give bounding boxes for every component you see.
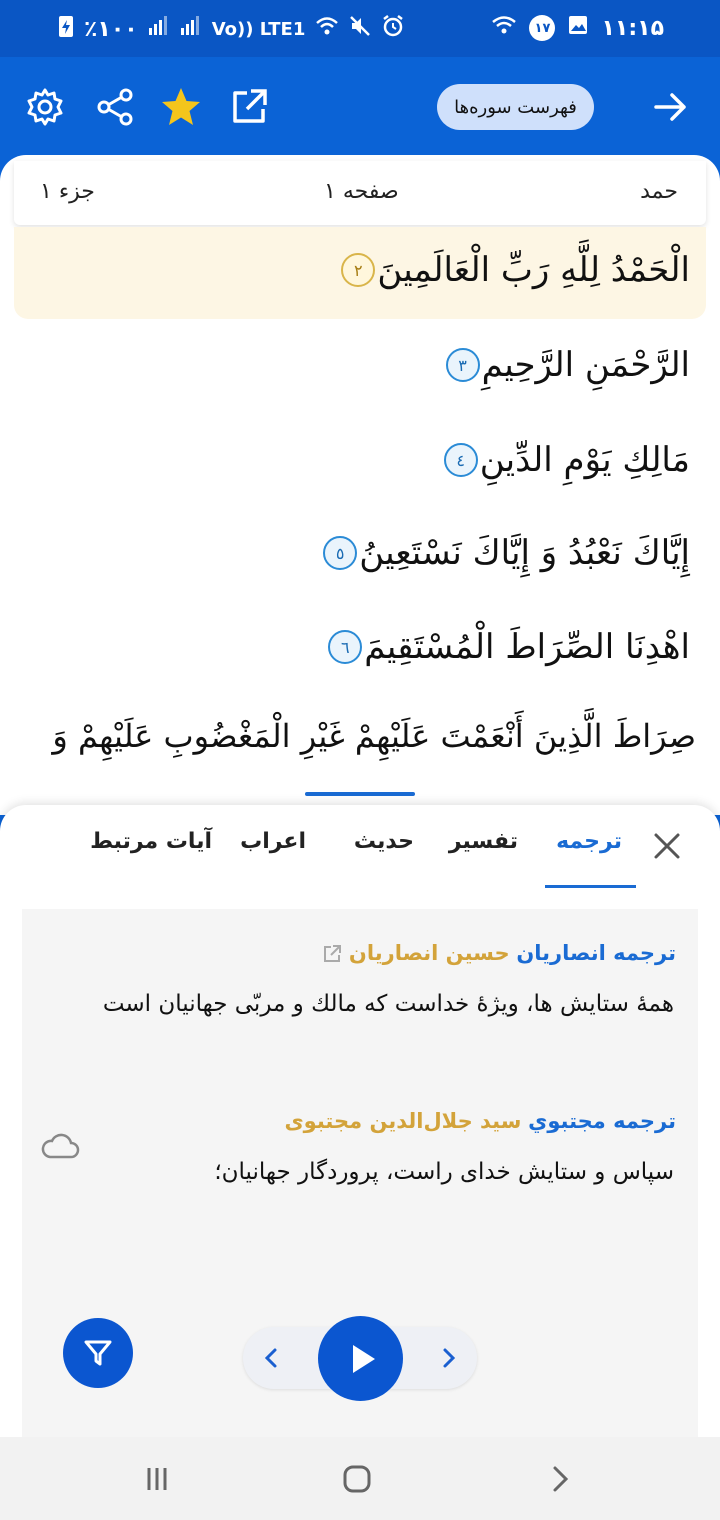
gallery-icon bbox=[567, 14, 589, 42]
surah-list-button[interactable]: فهرست سوره‌ها bbox=[437, 84, 594, 130]
drag-handle[interactable] bbox=[305, 792, 415, 796]
verse-number-badge: ۳ bbox=[446, 348, 480, 382]
verse-3[interactable]: الرَّحْمَنِ الرَّحِيمِ ۳ bbox=[446, 345, 690, 385]
external-link-icon[interactable] bbox=[322, 941, 342, 965]
home-icon[interactable] bbox=[337, 1459, 377, 1499]
previous-verse-button[interactable] bbox=[255, 1341, 289, 1375]
back-arrow-icon[interactable] bbox=[648, 85, 692, 129]
battery-percent: ٪۱۰۰ bbox=[84, 16, 138, 42]
next-verse-button[interactable] bbox=[431, 1341, 465, 1375]
filter-button[interactable] bbox=[63, 1318, 133, 1388]
alarm-icon bbox=[381, 14, 405, 44]
settings-icon[interactable] bbox=[23, 85, 67, 129]
verse-number-badge: ٤ bbox=[444, 443, 478, 477]
chevron-left-icon bbox=[260, 1346, 284, 1370]
translation-name[interactable]: ترجمه مجتبوي bbox=[528, 1109, 676, 1133]
signal-icon bbox=[148, 16, 170, 42]
signal-2-icon bbox=[180, 16, 202, 42]
charging-icon bbox=[58, 14, 74, 44]
system-navigation-bar bbox=[0, 1437, 720, 1520]
translation-name[interactable]: ترجمه انصاريان bbox=[516, 941, 676, 965]
status-bar bbox=[0, 0, 720, 57]
filter-icon bbox=[82, 1337, 114, 1369]
chevron-right-icon bbox=[436, 1346, 460, 1370]
verse-number-badge: ٥ bbox=[323, 536, 357, 570]
notification-badge: ۱۷ bbox=[529, 15, 555, 41]
verse-6[interactable]: اهْدِنَا الصِّرَاطَ الْمُسْتَقِيمَ ٦ bbox=[328, 627, 690, 667]
tab-hadith[interactable]: حديث bbox=[353, 829, 414, 854]
wifi-status-icon bbox=[491, 15, 517, 41]
tab-translation[interactable]: ترجمه bbox=[556, 829, 622, 854]
translation-text-2: سپاس و ستايش خداى راست، پروردگار جهانيان؛ bbox=[214, 1159, 674, 1185]
translation-text-1: همۀ ستایش ها، ویژۀ خداست که مالك و مربّی جهانیان است bbox=[102, 991, 674, 1017]
open-external-icon[interactable] bbox=[227, 85, 271, 129]
page-info-bar bbox=[14, 161, 706, 225]
recent-apps-icon[interactable] bbox=[137, 1459, 177, 1499]
juz-number: جزء ۱ bbox=[40, 179, 95, 204]
verse-4[interactable]: مَالِكِ يَوْمِ الدِّينِ ٤ bbox=[444, 440, 690, 480]
surah-name: حمد bbox=[640, 179, 678, 204]
wifi-icon bbox=[315, 16, 339, 42]
share-icon[interactable] bbox=[94, 85, 138, 129]
tab-erab[interactable]: اعراب bbox=[240, 829, 306, 854]
verse-number-badge: ٦ bbox=[328, 630, 362, 664]
network-type: Vo)) LTE1 bbox=[211, 18, 306, 40]
active-tab-indicator bbox=[545, 885, 636, 888]
translator-name[interactable]: حسين انصاريان bbox=[348, 941, 510, 965]
tab-tafsir[interactable]: تفسير bbox=[448, 829, 518, 854]
mute-icon bbox=[349, 15, 371, 43]
verse-2[interactable]: الْحَمْدُ لِلَّهِ رَبِّ الْعَالَمِينَ ۲ bbox=[341, 250, 690, 290]
play-button[interactable] bbox=[318, 1316, 403, 1401]
toolbar bbox=[0, 57, 720, 157]
translator-name[interactable]: سيد جلال‌الدين مجتبوى bbox=[284, 1109, 522, 1133]
verse-5[interactable]: إِيَّاكَ نَعْبُدُ وَ إِيَّاكَ نَسْتَعِينُ ٥ bbox=[323, 533, 690, 573]
verse-number-badge: ۲ bbox=[341, 253, 375, 287]
translation-header-2 bbox=[284, 1109, 676, 1133]
tab-related-verses[interactable]: آيات مرتبط bbox=[90, 829, 212, 854]
verse-7-partial[interactable]: صِرَاطَ الَّذِينَ أَنْعَمْتَ عَلَيْهِمْ غَيْرِ الْمَغْضُوبِ عَلَيْهِمْ وَ bbox=[52, 717, 696, 755]
clock: ۱۱:۱۵ bbox=[601, 15, 664, 41]
translation-header-1 bbox=[322, 941, 676, 965]
page-number: صفحه ۱ bbox=[324, 179, 399, 204]
back-icon[interactable] bbox=[540, 1459, 580, 1499]
bookmark-star-icon[interactable] bbox=[159, 85, 203, 129]
close-icon[interactable] bbox=[650, 829, 684, 863]
play-icon bbox=[341, 1339, 381, 1379]
quran-page bbox=[0, 155, 720, 815]
cloud-icon[interactable] bbox=[40, 1131, 80, 1165]
